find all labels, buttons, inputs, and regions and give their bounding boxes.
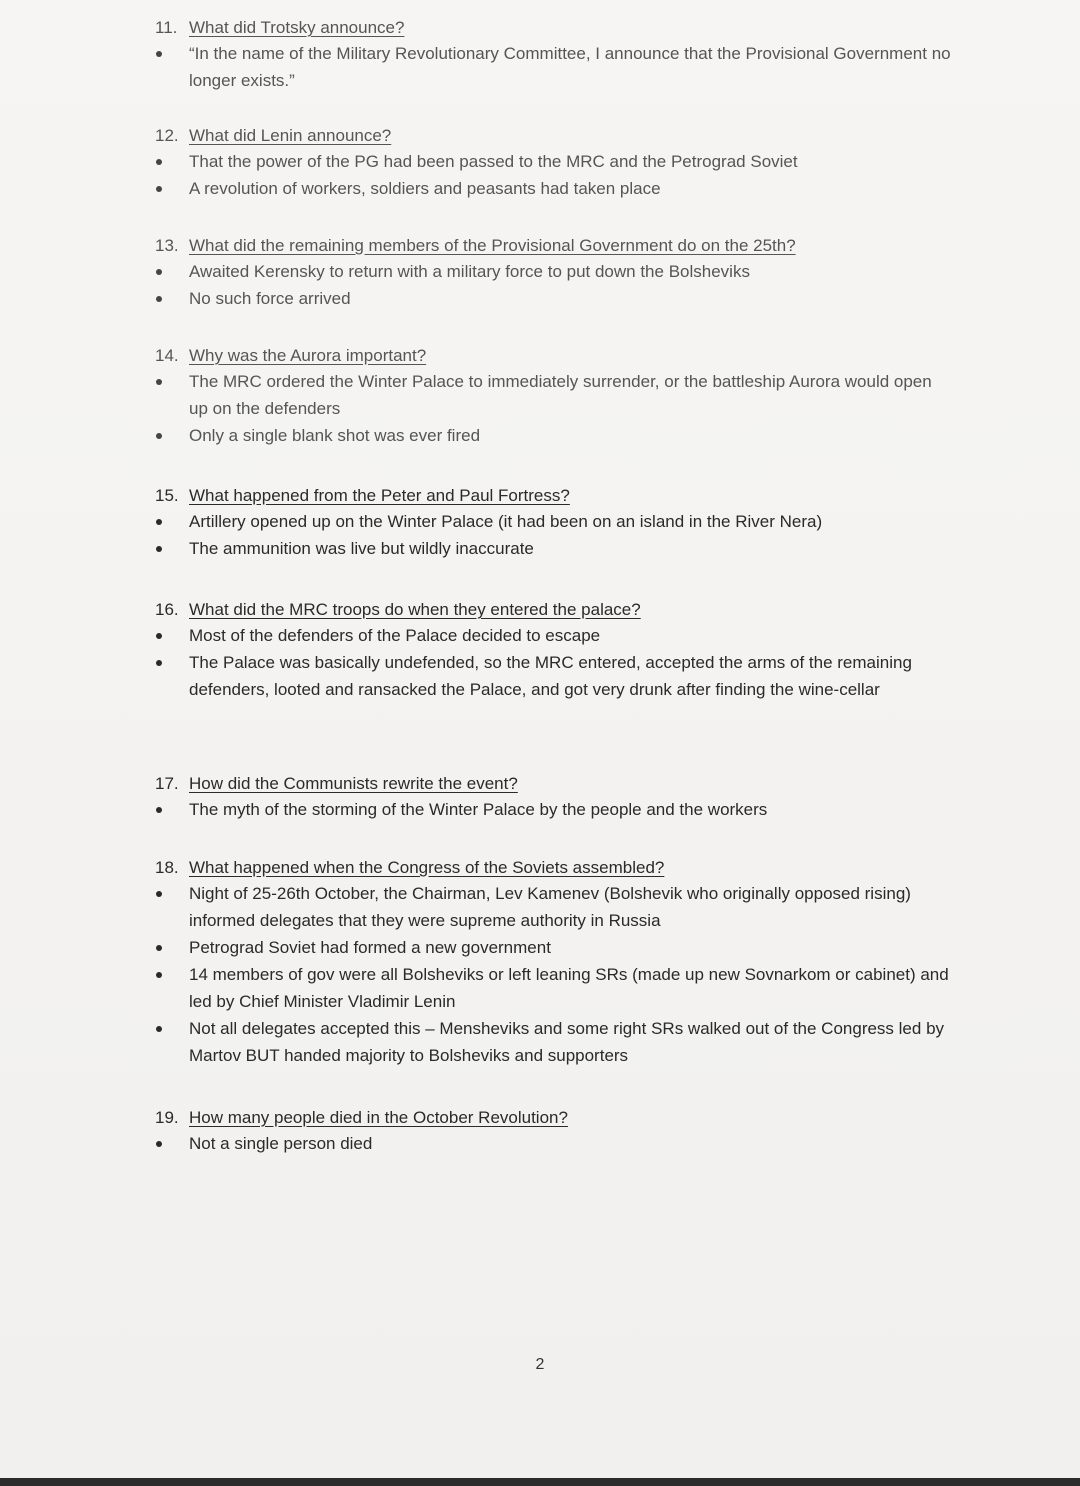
question-number: 14. xyxy=(155,346,179,365)
question-text: How many people died in the October Revolution? xyxy=(189,1108,568,1127)
question-text: What did the MRC troops do when they entered the palace? xyxy=(189,600,641,619)
question-16 xyxy=(155,598,955,703)
question-number: 13. xyxy=(155,236,179,255)
question-heading xyxy=(155,1106,955,1130)
answer-list xyxy=(155,40,955,94)
question-text: What did Trotsky announce? xyxy=(189,18,405,37)
answer-bullet: Artillery opened up on the Winter Palace (it had been on an island in the River Nera) xyxy=(155,508,955,535)
answer-bullet: Most of the defenders of the Palace decided to escape xyxy=(155,622,955,649)
question-number: 17. xyxy=(155,774,179,793)
question-18 xyxy=(155,856,955,1069)
question-text: What did Lenin announce? xyxy=(189,126,392,145)
question-heading xyxy=(155,772,955,796)
question-heading xyxy=(155,598,955,622)
answer-bullet: The myth of the storming of the Winter Palace by the people and the workers xyxy=(155,796,955,823)
question-heading xyxy=(155,234,955,258)
answer-bullet: Not a single person died xyxy=(155,1130,955,1157)
question-number: 19. xyxy=(155,1108,179,1127)
answer-list xyxy=(155,1130,955,1157)
question-text: Why was the Aurora important? xyxy=(189,346,427,365)
scan-bottom-edge xyxy=(0,1478,1080,1486)
question-19 xyxy=(155,1106,955,1157)
question-13 xyxy=(155,234,955,312)
question-number: 11. xyxy=(155,18,178,37)
answer-list xyxy=(155,880,955,1069)
question-heading xyxy=(155,484,955,508)
page-number: 2 xyxy=(535,1356,545,1373)
question-text: What happened when the Congress of the Soviets assembled? xyxy=(189,858,665,877)
answer-bullet: Petrograd Soviet had formed a new government xyxy=(155,934,955,961)
answer-bullet: The MRC ordered the Winter Palace to immediately surrender, or the battleship Aurora would open up on the defenders xyxy=(155,368,955,422)
question-number: 15. xyxy=(155,486,179,505)
answer-bullet: Not all delegates accepted this – Mensheviks and some right SRs walked out of the Congress led by Martov BUT handed majority to Bolsheviks and supporters xyxy=(155,1015,955,1069)
answer-bullet: A revolution of workers, soldiers and peasants had taken place xyxy=(155,175,955,202)
question-11 xyxy=(155,16,955,94)
answer-bullet: No such force arrived xyxy=(155,285,955,312)
question-15 xyxy=(155,484,955,562)
question-number: 18. xyxy=(155,858,179,877)
question-heading xyxy=(155,856,955,880)
answer-bullet: 14 members of gov were all Bolsheviks or left leaning SRs (made up new Sovnarkom or cabinet) and led by Chief Minister Vladimir Lenin xyxy=(155,961,955,1015)
question-text: What did the remaining members of the Provisional Government do on the 25th? xyxy=(189,236,796,255)
answer-bullet: Only a single blank shot was ever fired xyxy=(155,422,955,449)
question-heading xyxy=(155,344,955,368)
question-number: 16. xyxy=(155,600,179,619)
question-text: How did the Communists rewrite the event? xyxy=(189,774,518,793)
answer-bullet: The Palace was basically undefended, so the MRC entered, accepted the arms of the remaining defenders, looted and ransacked the Palace, and got very drunk after finding the wine-cellar xyxy=(155,649,955,703)
answer-bullet: Awaited Kerensky to return with a military force to put down the Bolsheviks xyxy=(155,258,955,285)
answer-list xyxy=(155,508,955,562)
answer-bullet: Night of 25-26th October, the Chairman, Lev Kamenev (Bolshevik who originally opposed rising) informed delegates that they were supreme authority in Russia xyxy=(155,880,955,934)
answer-bullet: “In the name of the Military Revolutionary Committee, I announce that the Provisional Government no longer exists.” xyxy=(155,40,955,94)
question-number: 12. xyxy=(155,126,179,145)
answer-bullet: The ammunition was live but wildly inaccurate xyxy=(155,535,955,562)
question-14 xyxy=(155,344,955,449)
answer-list xyxy=(155,258,955,312)
question-17 xyxy=(155,772,955,823)
question-heading xyxy=(155,16,955,40)
answer-list xyxy=(155,148,955,202)
question-heading xyxy=(155,124,955,148)
answer-bullet: That the power of the PG had been passed to the MRC and the Petrograd Soviet xyxy=(155,148,955,175)
question-text: What happened from the Peter and Paul Fortress? xyxy=(189,486,570,505)
answer-list xyxy=(155,368,955,449)
question-12 xyxy=(155,124,955,202)
answer-list xyxy=(155,796,955,823)
answer-list xyxy=(155,622,955,703)
